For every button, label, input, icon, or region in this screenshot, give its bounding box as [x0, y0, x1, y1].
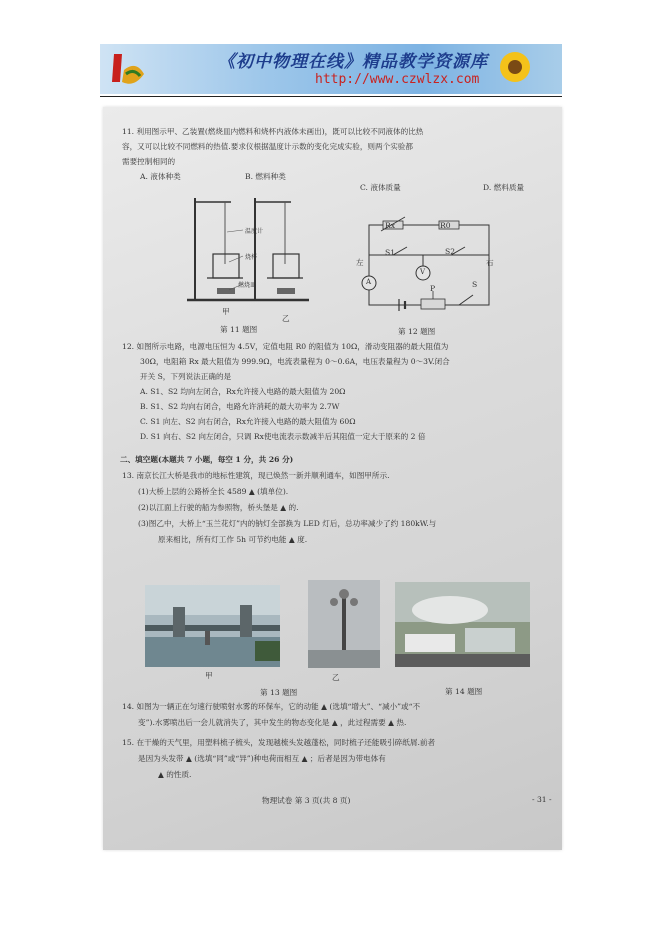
figure-14-caption: 第 14 题图 [445, 687, 483, 696]
q13-item3b: 原来相比，所有灯工作 5h 可节约电能 ▲ 度. [158, 535, 308, 544]
page-footer: 物理试卷 第 3 页(共 8 页) [262, 796, 351, 805]
header-rule [100, 96, 562, 97]
q13-item1: (1)大桥上层的公路桥全长 4589 ▲ (填单位). [138, 487, 289, 496]
label-jia: 甲 [222, 307, 230, 316]
q11-option-c: C. 液体质量 [360, 183, 401, 192]
q11-line1: 11. 利用图示甲、乙装置(燃烧皿内燃料和烧杯内液体未画出)，既可以比较不同液体的比热 [122, 127, 424, 136]
figure-12-caption: 第 12 题图 [398, 327, 436, 336]
header-banner [100, 44, 562, 94]
banner-title: 《初中物理在线》精品教学资源库 [218, 52, 488, 72]
q15-line3: ▲ 的性质. [158, 770, 192, 779]
figure-12-circuit [355, 215, 505, 320]
label-s2: S2 [445, 247, 456, 256]
figure-13-caption: 第 13 题图 [260, 688, 298, 697]
label-right: 右 [486, 258, 494, 267]
label-yi: 乙 [282, 314, 290, 323]
label-rx: Rx [385, 221, 396, 230]
label-beaker: 烧杯 [245, 254, 258, 261]
spray-truck-photo [395, 582, 530, 667]
label-s1: S1 [385, 248, 396, 257]
label-s: S [472, 280, 478, 289]
label-p: P [430, 284, 436, 293]
q11-option-b: B. 燃料种类 [245, 172, 286, 181]
lamp-photo [308, 580, 380, 668]
q11-option-a: A. 液体种类 [140, 172, 181, 181]
q14-line1: 14. 如图为一辆正在匀速行驶喷射水雾的环保车，它的动能 ▲ (选填“增大”、“减小”或“不 [122, 702, 421, 711]
q12-option-c: C. S1 向左、S2 向右闭合，Rx允许接入电路的最大阻值为 60Ω [140, 417, 356, 426]
q13-line1: 13. 南京长江大桥是我市的地标性建筑，现已焕然一新并顺利通车，如图甲所示. [122, 471, 390, 480]
q13-item2: (2)以江面上行驶的船为参照物，桥头堡是 ▲ 的. [138, 503, 299, 512]
figure-11-caption: 第 11 题图 [220, 325, 258, 334]
label-thermometer: 温度计 [245, 228, 264, 235]
q15-line1: 15. 在干燥的天气里，用塑料梳子梳头，发现越梳头发越蓬松，同时梳子还能吸引碎纸屑.前者 [122, 738, 436, 747]
q15-line2: 是因为头发带 ▲ (选填“同”或“异”)种电荷而相互 ▲ ；后者是因为带电体有 [138, 754, 386, 763]
q13-item3a: (3)图乙中，大桥上“玉兰花灯”内的钠灯全部换为 LED 灯后，总功率减少了约 180kW.与 [138, 519, 437, 528]
q11-line3: 需要控制相同的 [122, 157, 176, 166]
q12-line1: 12. 如图所示电路，电源电压恒为 4.5V，定值电阻 R0 的阻值为 10Ω，滑动变阻器的最大阻值为 [122, 342, 449, 351]
photo-label-jia: 甲 [205, 671, 213, 680]
bridge-photo [145, 585, 280, 667]
logo-icon [106, 48, 148, 90]
label-left: 左 [356, 258, 364, 267]
q12-line2: 30Ω，电阻箱 Rx 最大阻值为 999.9Ω，电流表量程为 0～0.6A，电压表量程为 0～3V.闭合 [140, 357, 450, 366]
q12-option-a: A. S1、S2 均向左闭合，Rx允许接入电路的最大阻值为 20Ω [140, 387, 346, 396]
section-2-heading: 二、填空题(本题共 7 小题，每空 1 分，共 26 分) [120, 455, 294, 464]
page-number: - 31 - [532, 795, 552, 804]
q11-option-d: D. 燃料质量 [483, 183, 525, 192]
sunflower-icon [498, 50, 532, 84]
label-r0: R0 [440, 221, 451, 230]
ammeter-label: A [366, 278, 372, 286]
banner-url[interactable]: http://www.czwlzx.com [315, 72, 480, 87]
q12-option-b: B. S1、S2 均向右闭合，电路允许消耗的最大功率为 2.7W [140, 402, 340, 411]
q12-option-d: D. S1 向右、S2 向左闭合，只调 Rx使电流表示数减半后其阻值一定大于原来的 2 倍 [140, 432, 426, 441]
q11-line2: 容，又可以比较不同燃料的热值.要求仪根据温度计示数的变化完成实验，则两个实验都 [122, 142, 413, 151]
label-burner-dish: 燃烧皿 [238, 282, 257, 289]
q14-line2: 变”).水雾喷出后一会儿就消失了，其中发生的物态变化是 ▲ ，此过程需要 ▲ 热. [138, 718, 407, 727]
photo-label-yi: 乙 [332, 673, 340, 682]
q12-line3: 开关 S，下列说法正确的是 [140, 372, 232, 381]
voltmeter-label: V [420, 268, 426, 276]
